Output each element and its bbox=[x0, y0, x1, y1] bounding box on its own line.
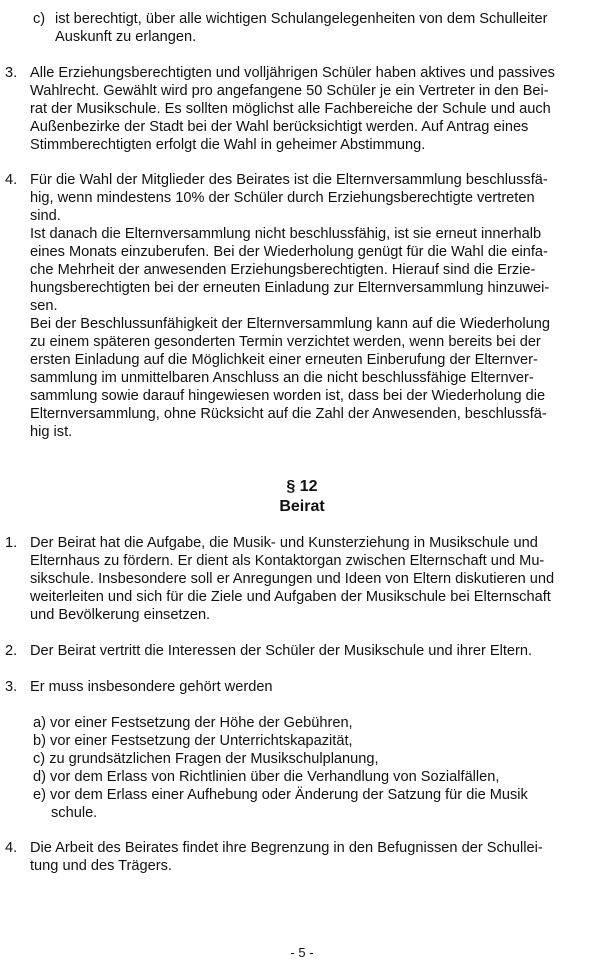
item-text bbox=[30, 678, 590, 696]
sub-list-item: e) vor dem Erlass einer Aufhebung oder Änderung der Satzung für die Musik bbox=[33, 787, 528, 803]
text-line: Für die Wahl der Mitglieder des Beirates ist die Elternversammlung beschlussfä- bbox=[30, 172, 548, 188]
item-text bbox=[30, 171, 590, 441]
text-line: sen. bbox=[30, 298, 58, 314]
text-line: eines Monats einzuberufen. Bei der Wiederholung genügt für die Wahl die einfa- bbox=[30, 244, 548, 260]
item-text bbox=[30, 534, 590, 624]
text-line: Alle Erziehungsberechtigten und volljährigen Schüler haben aktives und passives bbox=[30, 65, 555, 81]
text-line: Auskunft zu erlangen. bbox=[55, 29, 197, 45]
text-line: Stimmberechtigten erfolgt die Wahl in geheimer Abstimmung. bbox=[30, 137, 426, 153]
text-line: rat der Musikschule. Es sollten möglichst alle Fachbereiche der Schule und auch bbox=[30, 101, 551, 117]
sub-list bbox=[33, 714, 593, 822]
page-number: - 5 - bbox=[290, 945, 314, 960]
text-line: sikschule. Insbesondere soll er Anregungen und Ideen von Eltern diskutieren und bbox=[30, 571, 555, 587]
text-line: Ist danach die Elternversammlung nicht beschlussfähig, ist sie erneut innerhalb bbox=[30, 226, 542, 242]
item-number: 2. bbox=[5, 643, 18, 659]
text-line: hungsberechtigten bei der erneuten Einladung zur Elternversammlung hinzuwei- bbox=[30, 280, 550, 296]
text-line: zu einem späteren gesonderten Termin verzichtet werden, wenn bereits bei der bbox=[30, 334, 541, 350]
text-line: Der Beirat vertritt die Interessen der Schüler der Musikschule und ihrer Eltern. bbox=[30, 643, 533, 659]
item-number: 3. bbox=[5, 679, 18, 695]
sub-list-item: a) vor einer Festsetzung der Höhe der Gebühren, bbox=[33, 715, 353, 731]
text-line: sind. bbox=[30, 208, 61, 224]
item-text bbox=[30, 64, 590, 154]
text-line: sammlung sowie darauf hingewiesen worden ist, dass bei der Wiederholung die bbox=[30, 388, 546, 404]
item-text bbox=[30, 839, 590, 875]
item-text bbox=[55, 10, 595, 46]
text-line: und Bevölkerung einsetzen. bbox=[30, 607, 211, 623]
text-line: ist berechtigt, über alle wichtigen Schulangelegenheiten von dem Schulleiter bbox=[55, 11, 548, 27]
text-line: hig, wenn mindestens 10% der Schüler durch Erziehungsberechtigte vertreten bbox=[30, 190, 535, 206]
text-line: hig ist. bbox=[30, 424, 73, 440]
text-line: Elternhaus zu fördern. Er dient als Kontaktorgan zwischen Elternschaft und Mu- bbox=[30, 553, 545, 569]
text-line: Elternversammlung, ohne Rücksicht auf die Zahl der Anwesenden, beschlussfä- bbox=[30, 406, 547, 422]
section-title: Beirat bbox=[279, 498, 325, 515]
item-number: 4. bbox=[5, 840, 18, 856]
text-line: Bei der Beschlussunfähigkeit der Elternversammlung kann auf die Wiederholung bbox=[30, 316, 550, 332]
text-line: che Mehrheit der anwesenden Erziehungsberechtigten. Hierauf sind die Erzie- bbox=[30, 262, 536, 278]
item-text bbox=[30, 642, 590, 660]
item-number: 1. bbox=[5, 535, 18, 551]
sub-list-item-continuation: schule. bbox=[51, 805, 98, 821]
sub-list-item: d) vor dem Erlass von Richtlinien über die Verhandlung von Sozialfällen, bbox=[33, 769, 500, 785]
text-line: Wahlrecht. Gewählt wird pro angefangene 50 Schüler je ein Vertreter in den Bei- bbox=[30, 83, 549, 99]
text-line: tung und des Trägers. bbox=[30, 858, 172, 874]
text-line: ersten Einladung auf die Möglichkeit einer erneuten Einberufung der Elternver- bbox=[30, 352, 538, 368]
section-number: § 12 bbox=[286, 478, 318, 495]
text-line: Der Beirat hat die Aufgabe, die Musik- und Kunsterziehung in Musikschule und bbox=[30, 535, 538, 551]
sub-list-item: c) zu grundsätzlichen Fragen der Musikschulplanung, bbox=[33, 751, 379, 767]
text-line: weiterleiten und sich für die Ziele und Aufgaben der Musikschule bei Elternschaft bbox=[30, 589, 551, 605]
text-line: Außenbezirke der Stadt bei der Wahl berücksichtigt werden. Auf Antrag eines bbox=[30, 119, 529, 135]
text-line: sammlung im unmittelbaren Anschluss an die nicht beschlussfähige Elternver- bbox=[30, 370, 534, 386]
item-letter: c) bbox=[33, 11, 46, 27]
text-line: Die Arbeit des Beirates findet ihre Begrenzung in den Befugnissen der Schullei- bbox=[30, 840, 543, 856]
text-line: Er muss insbesondere gehört werden bbox=[30, 679, 273, 695]
sub-list-item: b) vor einer Festsetzung der Unterrichtskapazität, bbox=[33, 733, 353, 749]
item-number: 3. bbox=[5, 65, 18, 81]
item-number: 4. bbox=[5, 172, 18, 188]
